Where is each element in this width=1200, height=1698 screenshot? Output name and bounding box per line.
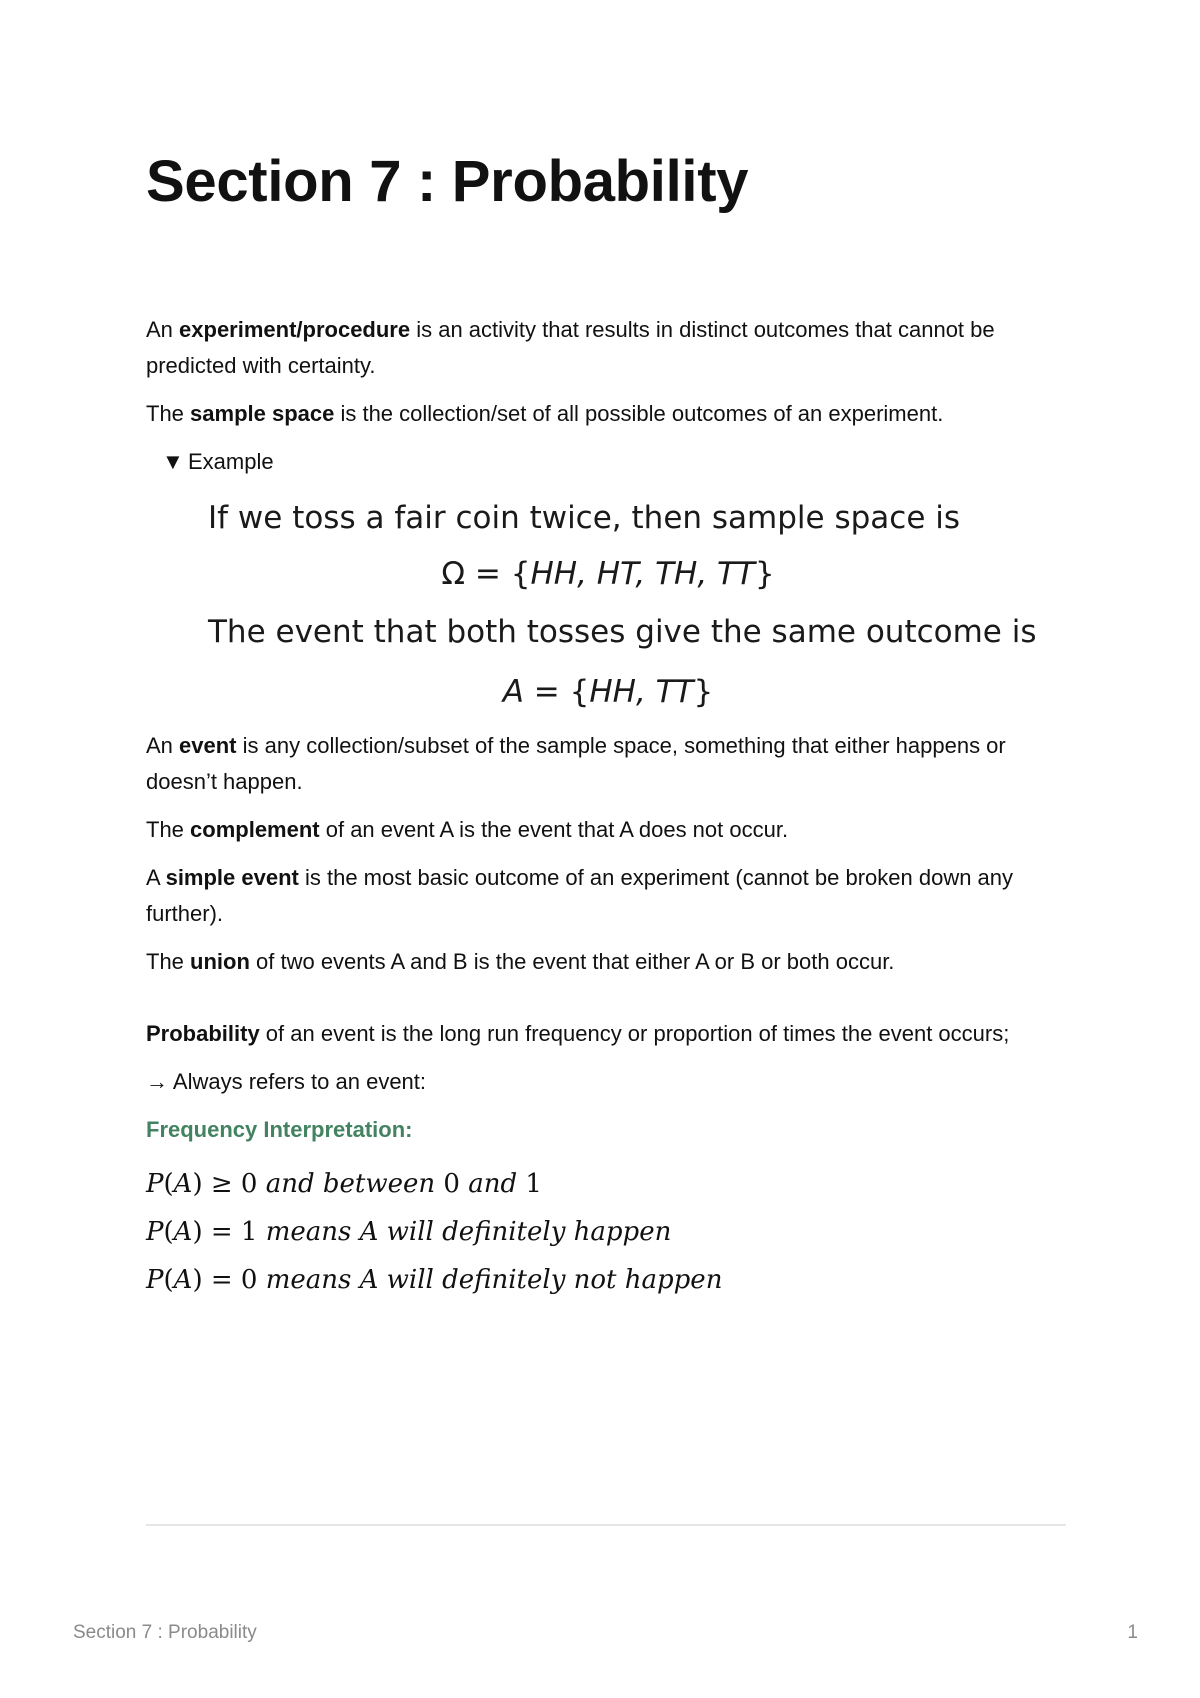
definition-sample-space: The sample space is the collection/set of all possible outcomes of an experiment. <box>146 401 944 426</box>
page-content <box>146 312 1066 1304</box>
example-toggle[interactable] <box>162 444 1066 480</box>
definition-probability: Probability of an event is the long run frequency or proportion of times the event occurs; <box>146 1021 1010 1046</box>
math-line-1: P(A) ≥ 0 and between 0 and 1 <box>146 1169 542 1199</box>
spacer <box>146 992 1066 1016</box>
footer-divider <box>146 1524 1066 1526</box>
term-simple-event: simple event <box>165 865 299 890</box>
term-complement: complement <box>190 817 320 842</box>
example-image <box>146 500 1066 728</box>
term-experiment: experiment/procedure <box>179 317 411 342</box>
definition-union: The union of two events A and B is the event that either A or B or both occur. <box>146 949 895 974</box>
arrow-note: → Always refers to an event: <box>146 1069 427 1094</box>
term-sample-space: sample space <box>190 401 335 426</box>
definition-simple-event: A simple event is the most basic outcome of an experiment (cannot be broken down any further). <box>146 865 1014 926</box>
page-number: 1 <box>1127 1622 1138 1643</box>
definition-complement: The complement of an event A is the event that A does not occur. <box>146 817 789 842</box>
definition-event: An event is any collection/subset of the sample space, something that either happens or doesn’t happen. <box>146 733 1006 794</box>
footer-title: Section 7 : Probability <box>73 1622 257 1643</box>
page-title: Section 7 : Probability <box>146 149 749 214</box>
term-probability: Probability <box>146 1021 260 1046</box>
example-line-4: A = {HH, TT} <box>502 674 714 710</box>
example-line-1: If we toss a fair coin twice, then sample space is <box>208 500 961 536</box>
definition-experiment: An experiment/procedure is an activity that results in distinct outcomes that cannot be predicted with certainty. <box>146 317 995 378</box>
frequency-heading: Frequency Interpretation: <box>146 1117 413 1142</box>
term-event: event <box>179 733 237 758</box>
math-line-3: P(A) = 0 means A will definitely not happen <box>146 1265 723 1295</box>
example-line-2: Ω = {HH, HT, TH, TT} <box>441 556 775 592</box>
term-union: union <box>190 949 250 974</box>
math-line-2: P(A) = 1 means A will definitely happen <box>146 1217 672 1247</box>
triangle-down-icon[interactable]: ▼ <box>162 449 184 474</box>
example-line-3: The event that both tosses give the same outcome is <box>208 614 1037 650</box>
toggle-label: Example <box>188 449 274 474</box>
